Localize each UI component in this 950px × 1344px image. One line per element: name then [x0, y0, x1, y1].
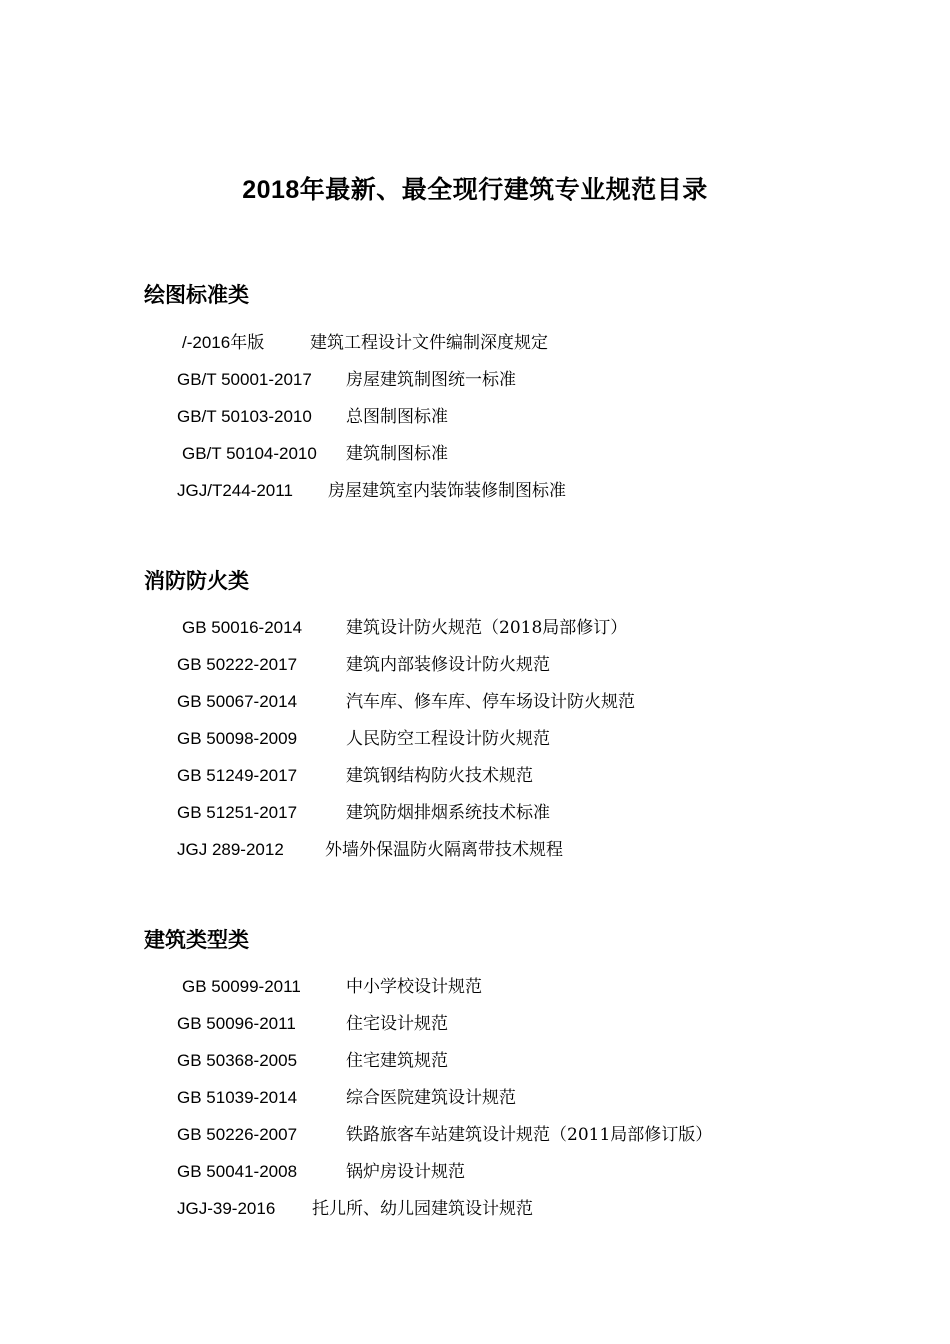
standard-code: GB 50067-2014	[177, 692, 298, 711]
standard-code: GB 50368-2005	[177, 1051, 298, 1070]
standard-code: GB 50096-2011	[177, 1014, 296, 1033]
standard-name: 住宅设计规范	[346, 1014, 448, 1034]
standard-code: GB 50016-2014	[182, 618, 303, 637]
standard-code: GB 50041-2008	[177, 1162, 298, 1181]
standard-code: GB 50222-2017	[177, 655, 298, 674]
standard-name: 总图制图标准	[346, 407, 448, 427]
standard-code: GB/T 50001-2017	[177, 370, 312, 389]
standard-name: 锅炉房设计规范	[346, 1162, 465, 1182]
page-title: 2018年最新、最全现行建筑专业规范目录	[242, 176, 708, 204]
standard-name: 人民防空工程设计防火规范	[346, 729, 550, 749]
standard-name: 房屋建筑室内装饰装修制图标准	[328, 481, 566, 501]
standard-name: 住宅建筑规范	[346, 1051, 448, 1071]
standard-name: 汽车库、修车库、停车场设计防火规范	[346, 692, 635, 712]
standard-code: JGJ 289-2012	[177, 840, 284, 859]
standard-name: 建筑钢结构防火技术规范	[346, 766, 533, 786]
standard-code: /-2016年版	[182, 333, 265, 352]
standard-code: GB 50098-2009	[177, 729, 298, 748]
section-heading-building-types: 建筑类型类	[144, 929, 249, 952]
section-heading-fire-protection: 消防防火类	[144, 570, 249, 593]
standard-name: 建筑制图标准	[346, 444, 448, 464]
standard-name: 建筑内部装修设计防火规范	[346, 655, 550, 675]
standard-code: GB 51039-2014	[177, 1088, 298, 1107]
standard-name: 建筑工程设计文件编制深度规定	[310, 333, 548, 353]
standard-code: JGJ-39-2016	[177, 1199, 276, 1218]
standard-code: GB 50226-2007	[177, 1125, 298, 1144]
standard-code: JGJ/T244-2011	[177, 481, 293, 500]
standard-name: 托儿所、幼儿园建筑设计规范	[312, 1199, 533, 1219]
standard-name: 建筑防烟排烟系统技术标准	[346, 803, 550, 823]
standard-code: GB 51249-2017	[177, 766, 298, 785]
standard-code: GB 50099-2011	[182, 977, 301, 996]
standard-name: 外墙外保温防火隔离带技术规程	[325, 840, 563, 860]
standard-name: 综合医院建筑设计规范	[346, 1088, 516, 1108]
standard-code: GB/T 50104-2010	[182, 444, 317, 463]
standard-code: GB 51251-2017	[177, 803, 298, 822]
standard-name: 中小学校设计规范	[346, 977, 482, 997]
standard-name: 建筑设计防火规范（2018局部修订）	[346, 618, 628, 638]
standard-code: GB/T 50103-2010	[177, 407, 312, 426]
section-heading-drawing-standards: 绘图标准类	[144, 284, 249, 307]
standard-name: 铁路旅客车站建筑设计规范（2011局部修订版）	[346, 1125, 713, 1145]
standard-name: 房屋建筑制图统一标准	[346, 370, 516, 390]
